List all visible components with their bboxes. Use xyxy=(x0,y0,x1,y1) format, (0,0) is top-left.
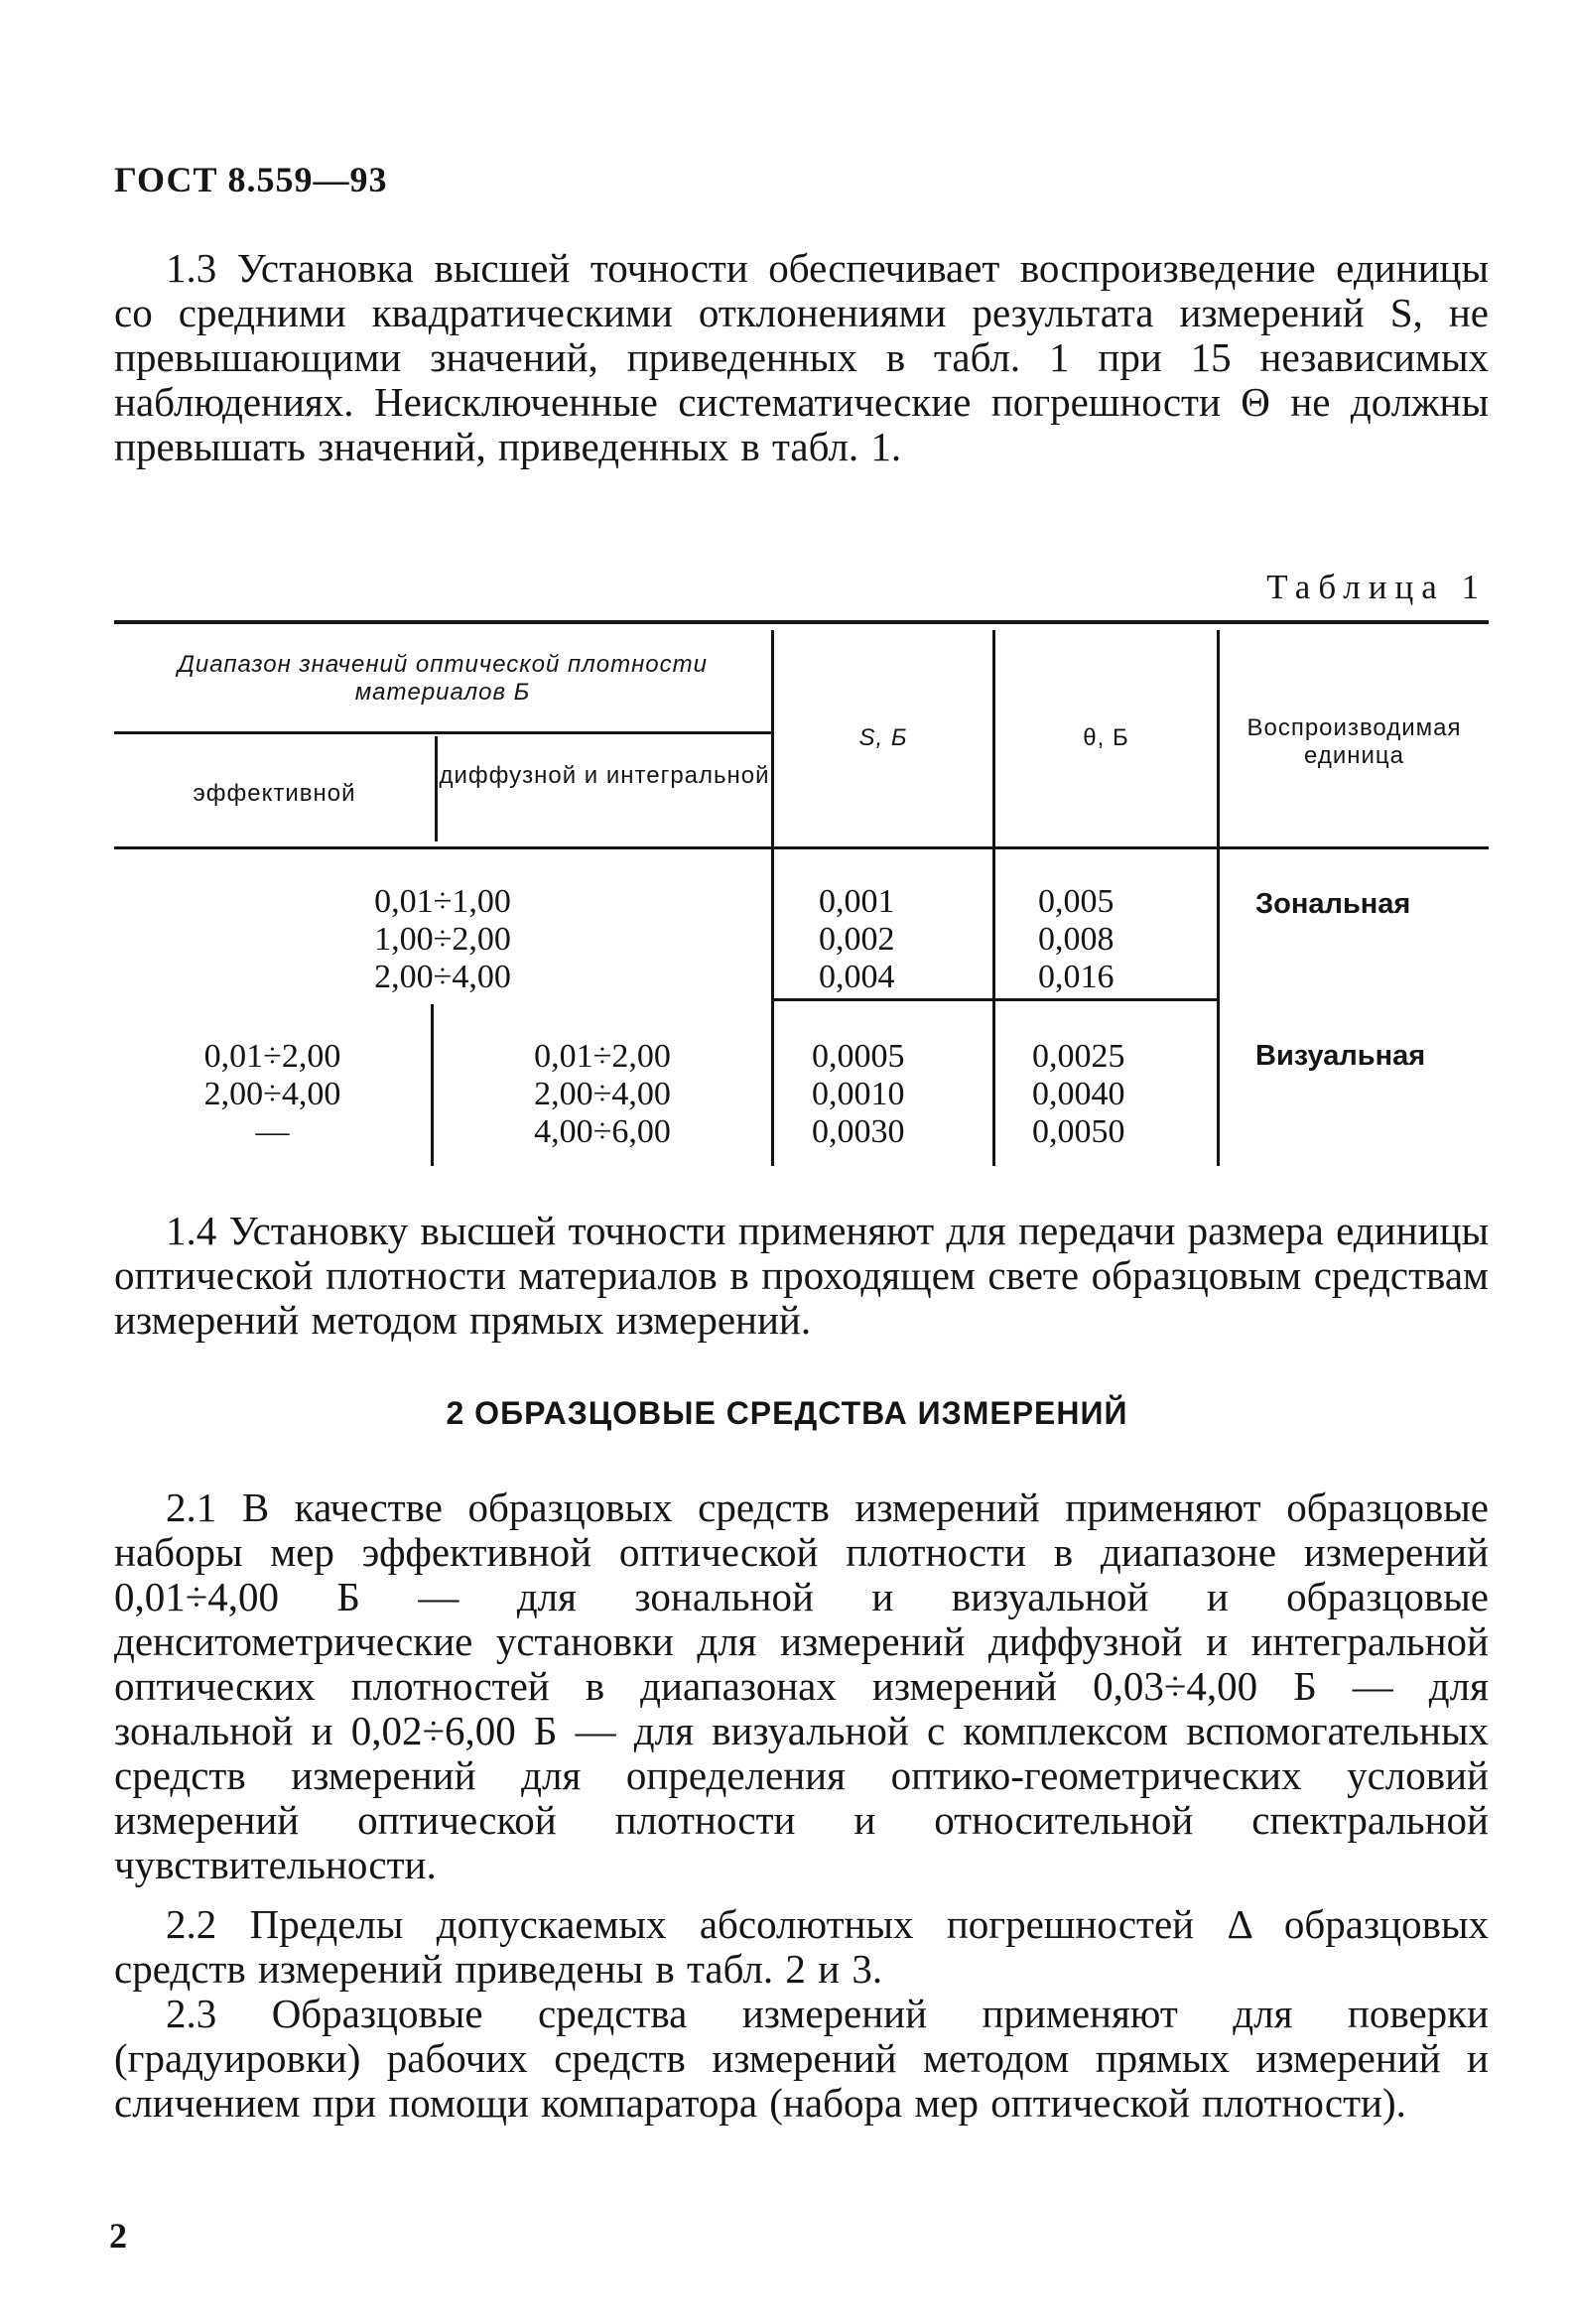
zonal-separator-rule xyxy=(771,998,1220,1001)
visual-s-cell xyxy=(812,1038,905,1151)
table-cell: 2,00÷4,00 xyxy=(374,959,511,995)
paragraph-2-2: 2.2 Пределы допускаемых абсолютных погрешностей Δ образцовых средств измерений приведены в табл. 2 и 3. xyxy=(114,1901,1489,1992)
page-number: 2 xyxy=(109,2216,127,2256)
paragraph-2-1: 2.1 В качестве образцовых средств измерений применяют образцовые наборы мер эффективной оптической плотности в диапазоне измерений 0,01÷4,00 Б — для зональной и визуальной и образцовые денситометрические установки для измерений диффузной и интегральной оптических плотностей в диапазонах измерений 0,03÷4,00 Б — для зональной и 0,02÷6,00 Б — для визуальной с комплексом вспомогательных средств измерений для определения оптико-геометрических условий измерений оптической плотности и относительной спектральной чувствительности. xyxy=(114,1485,1489,1887)
table-cell: 0,01÷2,00 xyxy=(534,1038,671,1075)
table-cell: 0,01÷2,00 xyxy=(203,1038,341,1075)
table-cell: 0,001 xyxy=(819,883,895,920)
table-cell: 0,016 xyxy=(1038,959,1115,995)
table-cell: 0,004 xyxy=(819,959,895,995)
zonal-s-cell xyxy=(819,883,895,996)
document-header: ГОСТ 8.559—93 xyxy=(114,160,388,199)
header-effective: эффективной xyxy=(193,780,356,807)
table-cell: 2,00÷4,00 xyxy=(534,1076,671,1112)
header-bottom-rule xyxy=(114,846,1489,849)
table-cell: 0,01÷1,00 xyxy=(374,883,511,920)
paragraph-2-3: 2.3 Образцовые средства измерений применяют для поверки (градуировки) рабочих средств измерений методом прямых измерений и сличением при помощи компаратора (набора мер оптической плотности). xyxy=(114,1991,1489,2126)
table-top-rule xyxy=(114,620,1489,624)
table-cell: 0,0040 xyxy=(1032,1076,1125,1112)
table-cell: 0,0005 xyxy=(812,1038,905,1075)
zonal-theta-cell xyxy=(1038,883,1115,996)
visual-unit-cell: Визуальная xyxy=(1255,1040,1426,1072)
header-theta: θ, Б xyxy=(1083,724,1129,751)
table-cell: 0,0025 xyxy=(1032,1038,1125,1075)
header-diffuse: диффузной и интегральной xyxy=(439,762,770,789)
table-cell: — xyxy=(255,1113,290,1150)
section-2-title: 2 ОБРАЗЦОВЫЕ СРЕДСТВА ИЗМЕРЕНИЙ xyxy=(446,1395,1128,1431)
col-divider-2 xyxy=(992,630,995,1166)
paragraph-1-3: 1.3 Установка высшей точности обеспечивает воспроизведение единицы со средними квадратическими отклонениями результата измерений S, не превышающими значений, приведенных в табл. 1 при 15 независимых наблюдениях. Неисключенные систематические погрешности Θ не должны превышать значений, приведенных в табл. 1. xyxy=(114,245,1489,469)
header-sub-rule xyxy=(114,731,771,734)
header-range: Диапазон значений оптической плотности материалов Б xyxy=(178,651,708,706)
table-cell: 0,0010 xyxy=(812,1076,905,1112)
header-s: S, Б xyxy=(858,724,908,751)
visual-diffuse-cell xyxy=(434,1038,771,1151)
table-cell: 0,008 xyxy=(1038,921,1115,958)
visual-effective-cell xyxy=(114,1038,431,1151)
zonal-range-cell xyxy=(114,883,771,996)
table-cell: 0,005 xyxy=(1038,883,1115,920)
col-divider-3 xyxy=(1217,630,1220,1166)
table-cell: 4,00÷6,00 xyxy=(534,1113,671,1150)
table-cell: 0,0030 xyxy=(812,1113,905,1150)
table-cell: 0,0050 xyxy=(1032,1113,1125,1150)
header-unit: Воспроизводимая единица xyxy=(1246,714,1462,769)
table-cell: 0,002 xyxy=(819,921,895,958)
col-divider-1 xyxy=(771,630,774,1166)
visual-theta-cell xyxy=(1032,1038,1125,1151)
paragraph-1-4: 1.4 Установку высшей точности применяют для передачи размера единицы оптической плотности материалов в проходящем свете образцовым средствам измерений методом прямых измерений. xyxy=(114,1208,1489,1343)
zonal-unit-cell: Зональная xyxy=(1255,888,1411,920)
table-caption: Таблица 1 xyxy=(1266,568,1487,606)
table-cell: 1,00÷2,00 xyxy=(374,921,511,958)
table-cell: 2,00÷4,00 xyxy=(203,1076,341,1112)
